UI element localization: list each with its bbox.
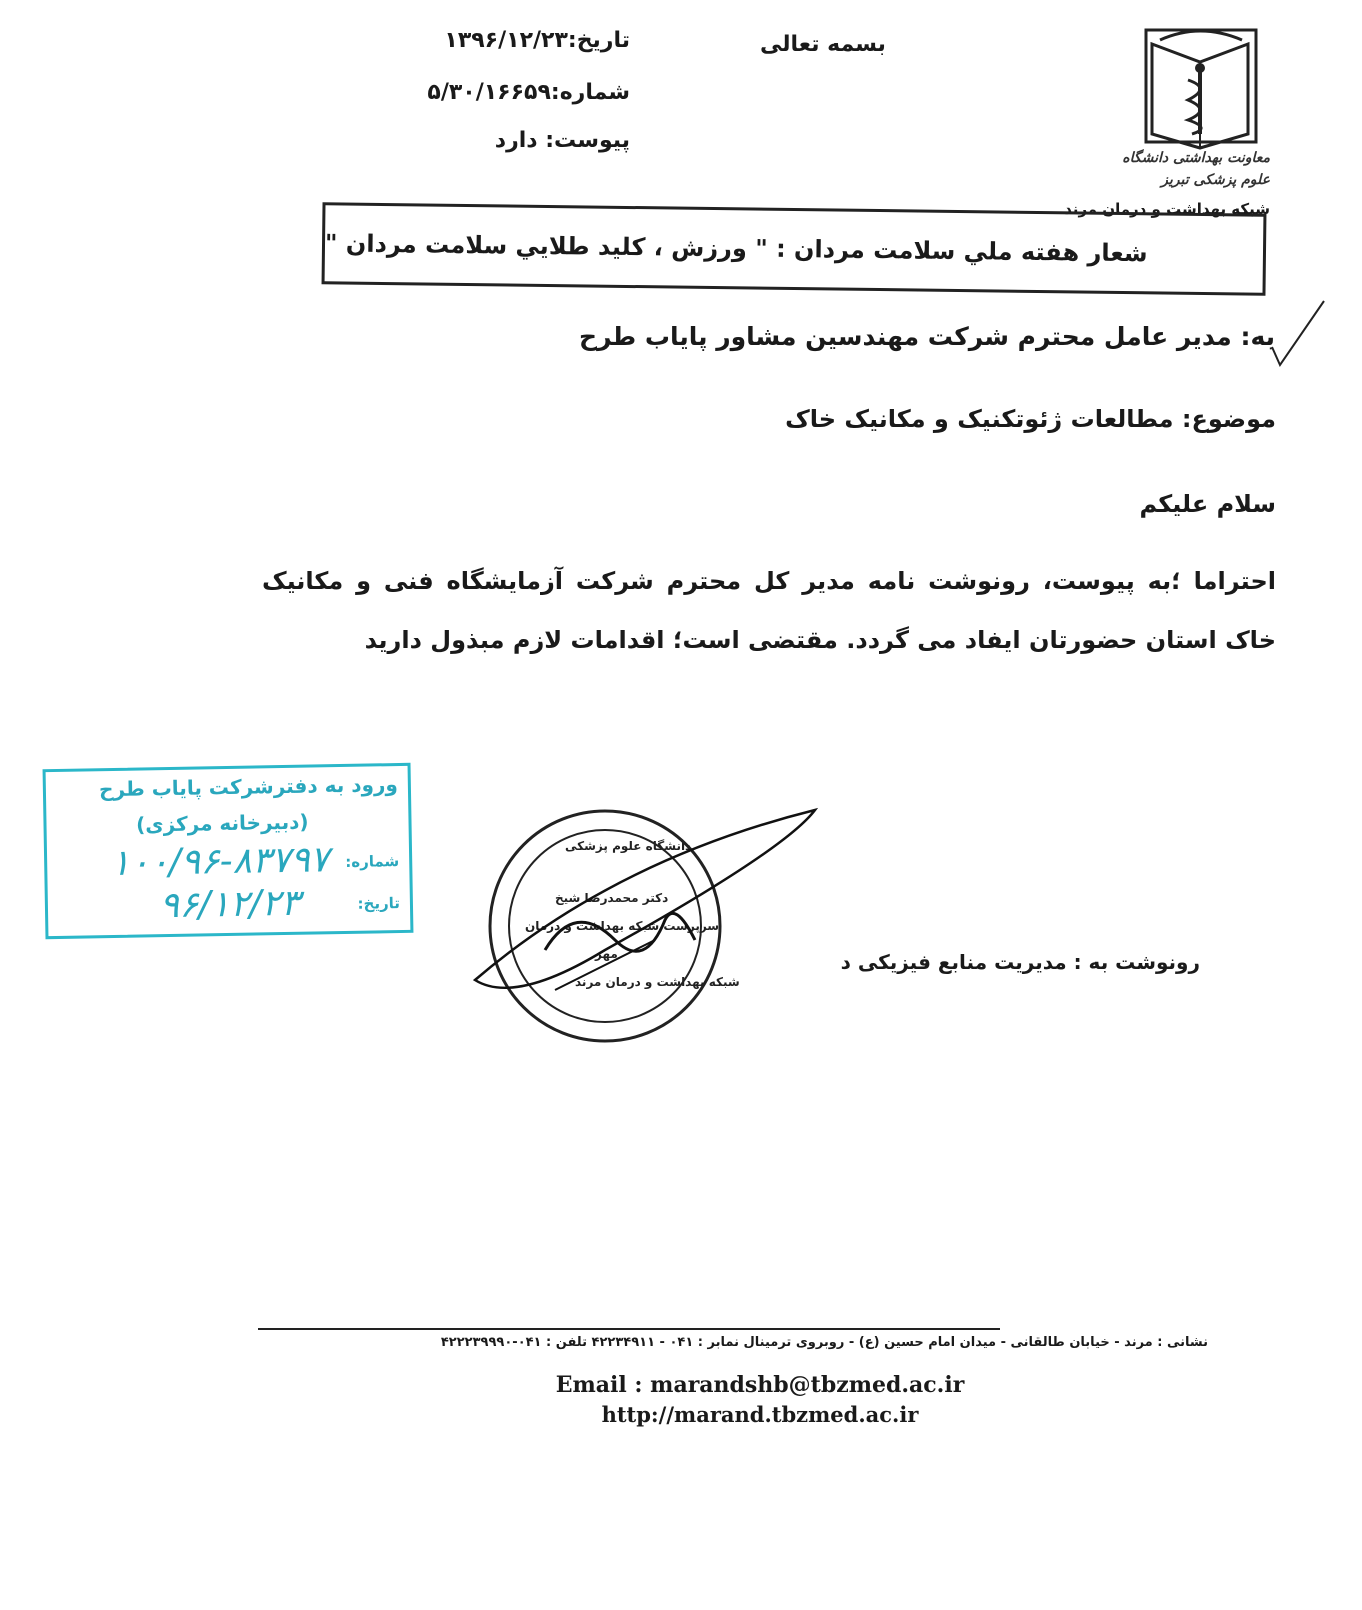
entry-stamp-number: ۱۰۰/۹۶-۸۳۷۹۷ [110, 839, 330, 885]
basmala-heading: بسمه تعالی [760, 32, 886, 57]
entry-stamp-number-label: شماره: [345, 852, 400, 871]
slogan-box [322, 202, 1267, 296]
svg-text:دانشگاه علوم پزشکی: دانشگاه علوم پزشکی [565, 839, 692, 853]
entry-stamp-subtitle: (دبیرخانه مرکزی) [135, 809, 309, 837]
footer-website: http://marand.tbzmed.ac.ir [601, 1402, 919, 1427]
svg-text:مهر: مهر [595, 947, 618, 961]
letter-number: شماره:۵/۳۰/۱۶۶۵۹ [427, 80, 630, 105]
org-network-name: شبکه بهداشت و درمان مرند [1064, 200, 1270, 218]
university-logo-icon [1142, 22, 1260, 162]
subject-line: موضوع: مطالعات ژئوتکنیک و مکانیک خاک [785, 405, 1276, 433]
letter-attachment: پیوست: دارد [494, 128, 630, 153]
check-mark-icon [1268, 295, 1328, 375]
entry-stamp [43, 763, 414, 939]
svg-text:سرپرست شبکه بهداشت و درمان: سرپرست شبکه بهداشت و درمان [525, 919, 720, 933]
slogan-text: شعار هفته ملي سلامت مردان : " ورزش ، کليد طلايي سلامت مردان " [324, 229, 1148, 268]
entry-stamp-date: ۹۶/۱۲/۲۳ [159, 882, 301, 927]
footer-email: Email : marandshb@tbzmed.ac.ir [555, 1372, 965, 1398]
letter-date: تاریخ:۱۳۹۶/۱۲/۲۳ [444, 28, 630, 53]
footer-divider [258, 1328, 1000, 1330]
svg-text:شبکه بهداشت و درمان مرند: شبکه بهداشت و درمان مرند [575, 975, 740, 989]
recipient-line: به: مدیر عامل محترم شرکت مهندسین مشاور پایاب طرح [579, 322, 1275, 351]
cc-line: رونوشت به : مدیریت منابع فیزیکی د [840, 950, 1200, 974]
footer-address: نشانی : مرند - خیابان طالقانی - میدان امام حسین (ع) - روبروی ترمینال نمابر : ۰۴۱ - ۴۲۲۳۴۹۱۱ تلفن : ۰۴۱-۴۲۲۲۳۹۹۹۰ [440, 1335, 1208, 1350]
official-seal-icon [455, 790, 825, 1060]
entry-stamp-title: ورود به دفترشرکت پایاب طرح [98, 772, 399, 802]
org-university-line: علوم پزشکی تبریز [1161, 172, 1270, 188]
org-handwritten-line: معاونت بهداشتی دانشگاه [1122, 150, 1270, 166]
letter-body: احتراما ؛به پیوست، رونوشت نامه مدیر کل محترم شرکت آزمایشگاه فنی و مکانیک خاک استان حضورتان ایفاد می گردد. مقتضی است؛ اقدامات لازم مبذول دارید [262, 567, 1276, 654]
greeting: سلام علیکم [1139, 490, 1276, 518]
entry-stamp-date-label: تاریخ: [357, 894, 401, 913]
svg-text:دکتر محمدرضا شیخ: دکتر محمدرضا شیخ [555, 891, 669, 905]
